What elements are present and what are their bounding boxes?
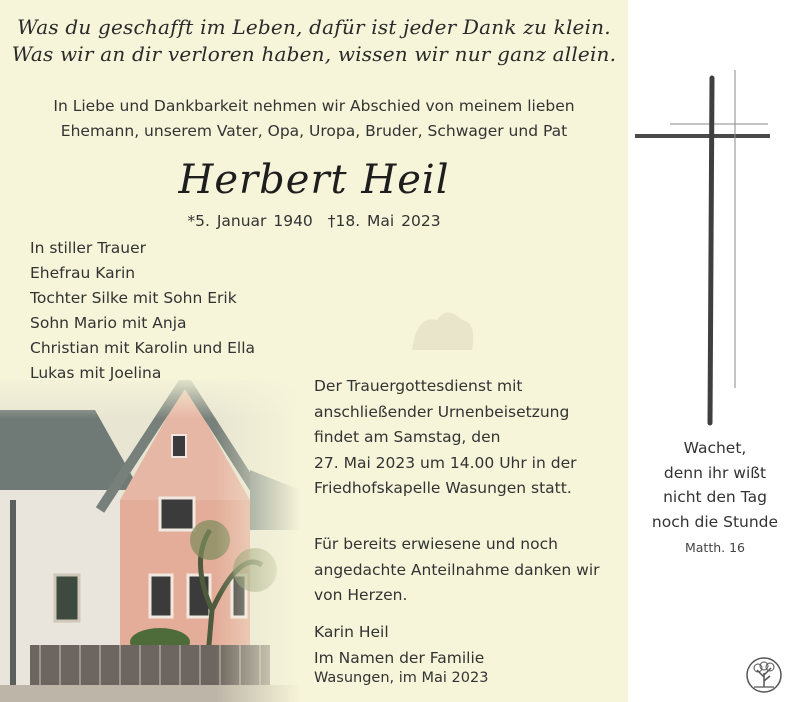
poem-line: Was wir an dir verloren haben, wissen wir nur ganz allein. [11,42,617,66]
signoff-name: Karin Heil [314,623,389,641]
place-date: Wasungen, im Mai 2023 [314,670,489,686]
service-info [314,374,576,502]
service-line: Der Trauergottesdienst mit [314,377,523,395]
intro-line: In Liebe und Dankbarkeit nehmen wir Abschied von meinem lieben [53,97,575,115]
mourner-line: Tochter Silke mit Sohn Erik [30,289,237,307]
thanks-line: angedachte Anteilnahme danken wir [314,560,600,579]
verse-line: Wachet, [683,439,747,457]
mourner-line: In stiller Trauer [30,239,147,257]
service-line: Friedhofskapelle Wasungen statt. [314,479,572,497]
mourners-list [30,236,255,386]
poem [0,14,628,68]
mourner-line: Ehefrau Karin [30,264,136,282]
service-line: findet am Samstag, den [314,428,501,446]
intro-line: Ehemann, unserem Vater, Opa, Uropa, Bruder, Schwager und Pat [60,122,568,140]
thanks-text [314,532,600,609]
death-date: †18. Mai 2023 [327,212,441,230]
mourner-line: Sohn Mario mit Anja [30,314,187,332]
thanks-line: von Herzen. [314,586,408,604]
signoff [314,620,484,671]
service-line: anschließender Urnenbeisetzung [314,402,570,421]
service-line: 27. Mai 2023 um 14.00 Uhr in der [314,453,577,472]
mourner-line: Lukas mit Joelina [30,364,162,382]
tree-of-life-icon [744,655,784,695]
thanks-line: Für bereits erwiesene und noch [314,535,558,553]
deceased-name: Herbert Heil [178,157,450,203]
verse-line: denn ihr wißt [663,463,767,482]
verse-reference: Matth. 16 [684,540,746,555]
signoff-family: Im Namen der Familie [314,648,485,667]
cross-icon [630,68,770,428]
verse-line: noch die Stunde [651,512,779,531]
intro-text [0,94,628,144]
birth-date: *5. Januar 1940 [187,212,313,230]
bible-verse [640,436,790,534]
verse-line: nicht den Tag [663,488,767,506]
life-dates [0,212,628,230]
mourner-line: Christian mit Karolin und Ella [30,339,256,357]
house-photo [0,380,300,702]
faint-watermark-image [392,300,492,360]
poem-line: Was du geschafft im Leben, dafür ist jeder Dank zu klein. [17,15,611,39]
